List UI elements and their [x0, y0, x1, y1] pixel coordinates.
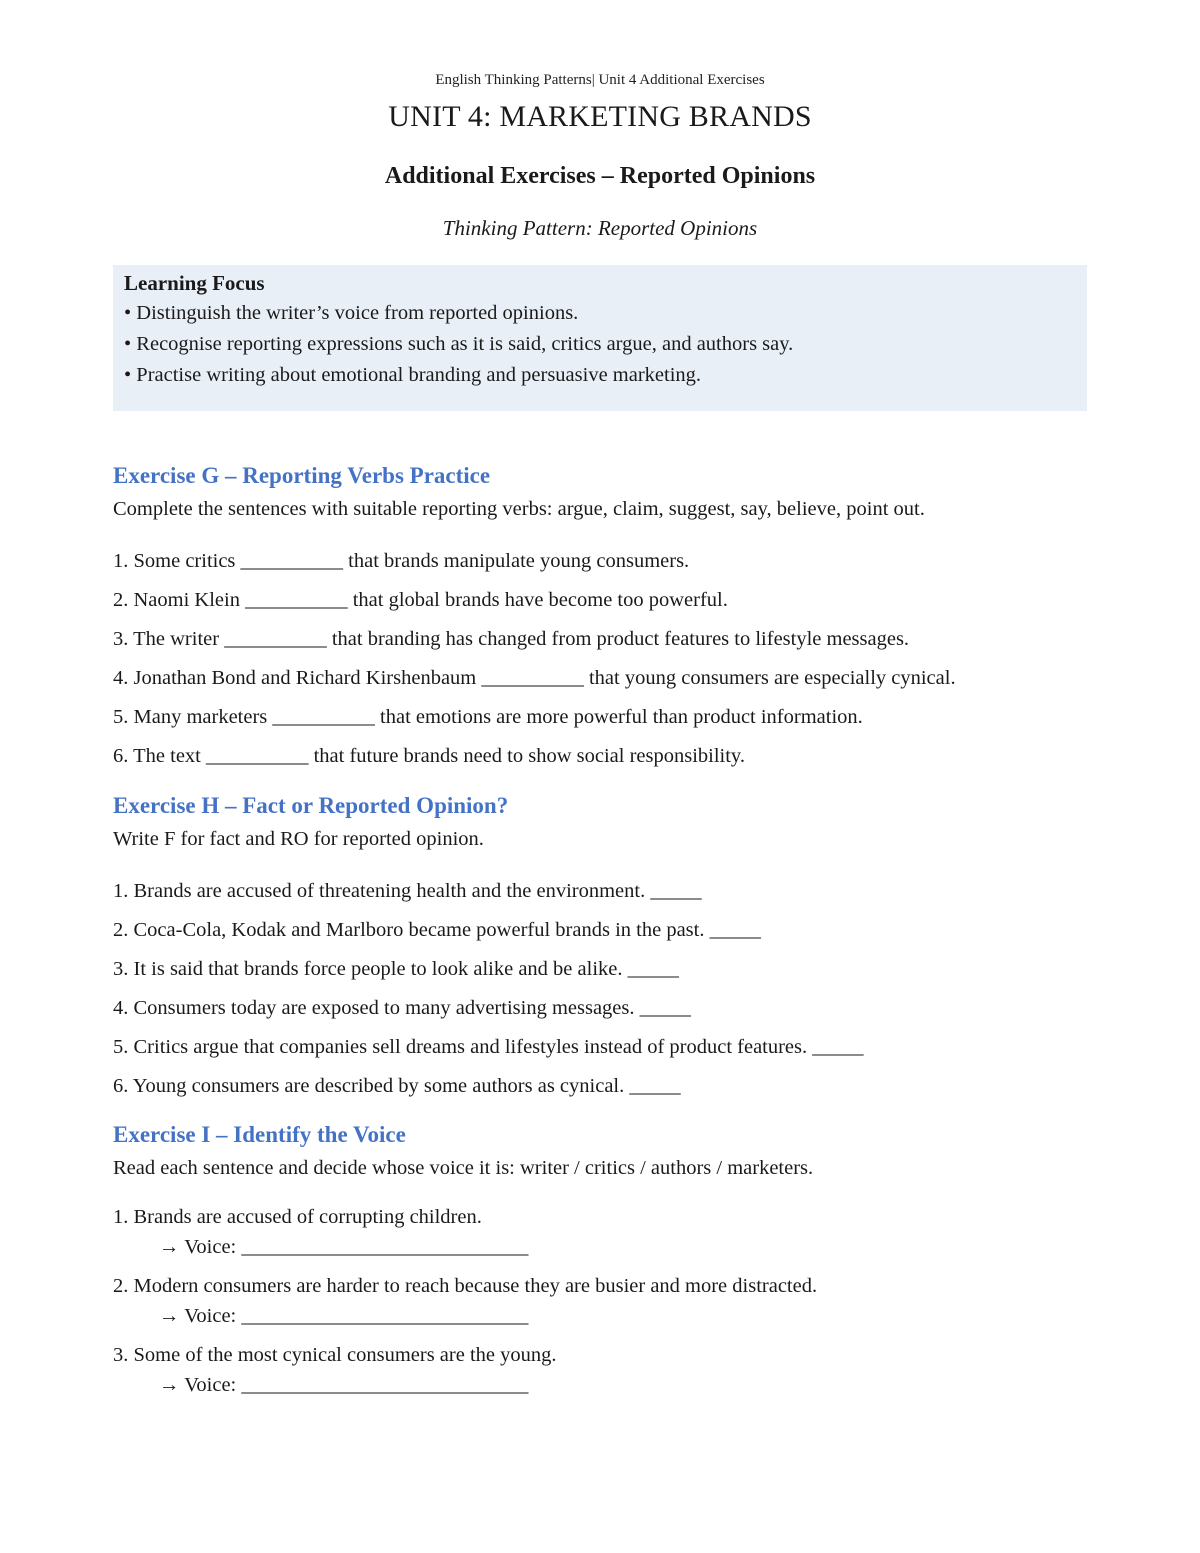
page-title: UNIT 4: MARKETING BRANDS	[388, 100, 812, 133]
learning-focus-title: Learning Focus	[124, 271, 265, 295]
exercise-item: 5. Many marketers __________ that emotions are more powerful than product information.	[113, 706, 863, 728]
exercise-i-section	[113, 1120, 1103, 1409]
thinking-pattern: Thinking Pattern: Reported Opinions	[442, 216, 758, 240]
exercise-i-list	[113, 1202, 1103, 1400]
exercise-i-instruction: Read each sentence and decide whose voice it is: writer / critics / authors / marketers.	[113, 1157, 814, 1179]
exercise-sentence: 1. Brands are accused of corrupting children.	[113, 1206, 482, 1228]
exercise-h-heading: Exercise H – Fact or Reported Opinion?	[113, 793, 509, 818]
exercise-g-heading: Exercise G – Reporting Verbs Practice	[113, 463, 491, 488]
learning-focus-item: • Distinguish the writer’s voice from reported opinions.	[124, 302, 579, 324]
exercise-item: 3. The writer __________ that branding has changed from product features to lifestyle messages.	[113, 628, 910, 650]
running-header: English Thinking Patterns| Unit 4 Additional Exercises	[435, 72, 765, 88]
voice-answer-line: → Voice: ____________________________	[159, 1305, 529, 1327]
learning-focus-box	[113, 265, 1087, 411]
exercise-g-instruction: Complete the sentences with suitable reporting verbs: argue, claim, suggest, say, believe, point out.	[113, 498, 925, 520]
exercise-item: 6. The text __________ that future brands need to show social responsibility.	[113, 745, 745, 767]
exercise-item: 1. Brands are accused of threatening health and the environment. _____	[113, 880, 702, 902]
exercise-item: 2. Naomi Klein __________ that global brands have become too powerful.	[113, 589, 728, 611]
exercise-h-instruction: Write F for fact and RO for reported opinion.	[113, 828, 484, 850]
exercise-item: 6. Young consumers are described by some authors as cynical. _____	[113, 1075, 681, 1097]
exercise-h-list	[113, 872, 1103, 1106]
exercise-item: 3. It is said that brands force people to look alike and be alike. _____	[113, 958, 679, 980]
voice-answer-line: → Voice: ____________________________	[159, 1374, 529, 1396]
exercise-g-section	[113, 461, 1103, 776]
exercise-sentence: 2. Modern consumers are harder to reach because they are busier and more distracted.	[113, 1275, 818, 1297]
exercise-i-heading: Exercise I – Identify the Voice	[113, 1122, 406, 1147]
voice-answer-line: → Voice: ____________________________	[159, 1236, 529, 1258]
learning-focus-item: • Practise writing about emotional branding and persuasive marketing.	[124, 364, 702, 386]
exercise-g-list	[113, 542, 1103, 776]
exercise-item: 2. Coca-Cola, Kodak and Marlboro became powerful brands in the past. _____	[113, 919, 761, 941]
page-subtitle: Additional Exercises – Reported Opinions	[384, 163, 816, 189]
exercise-item: 4. Consumers today are exposed to many advertising messages. _____	[113, 997, 691, 1019]
learning-focus-item: • Recognise reporting expressions such as it is said, critics argue, and authors say.	[124, 333, 794, 355]
exercise-item: 5. Critics argue that companies sell dreams and lifestyles instead of product features. _____	[113, 1036, 864, 1058]
exercise-sentence: 3. Some of the most cynical consumers are the young.	[113, 1344, 557, 1366]
exercise-h-section	[113, 791, 1103, 1106]
exercise-item: 4. Jonathan Bond and Richard Kirshenbaum __________ that young consumers are especially cynical.	[113, 667, 956, 689]
exercise-item: 1. Some critics __________ that brands manipulate young consumers.	[113, 550, 690, 572]
